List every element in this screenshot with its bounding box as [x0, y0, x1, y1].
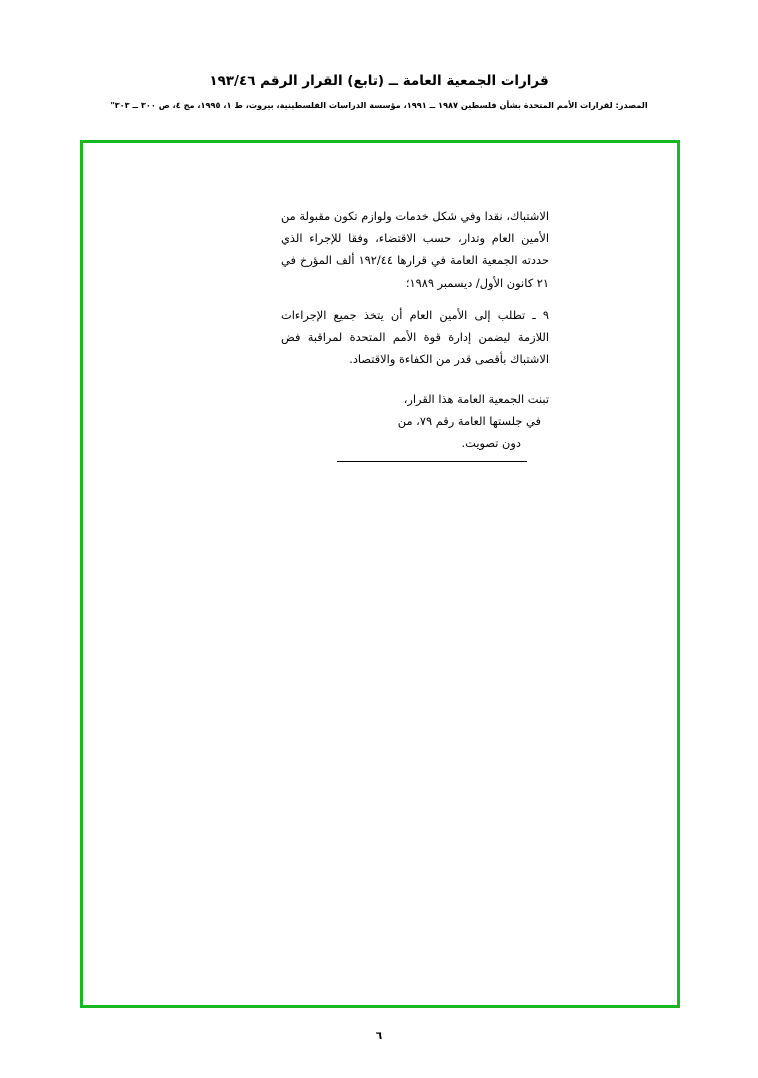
- content-frame: [80, 140, 680, 1008]
- horizontal-divider: [337, 461, 527, 462]
- paragraph-continuation: الاشتباك، نقدا وفي شكل خدمات ولوازم تكون مقبولة من الأمين العام وتدار، حسب الاقتضاء، وفقا للإجراء الذي حددته الجمعية العامة في قرارها ١٩٢/٤٤ ألف المؤرخ في ٢١ كانون الأول/ ديسمبر ١٩٨٩؛: [281, 209, 549, 290]
- closing-line-1: تبنت الجمعية العامة هذا القرار،: [403, 391, 549, 406]
- page-title: قرارات الجمعية العامة ــ (تابع) القرار الرقم ١٩٣/٤٦: [209, 73, 549, 89]
- page-number: ٦: [375, 1030, 383, 1042]
- closing-block: [281, 388, 549, 455]
- source-note: المصدر: لقرارات الأمم المتحدة بشأن فلسطين ١٩٨٧ ــ ١٩٩١، مؤسسة الدراسات الفلسطينية، بيروت، ط ١، ١٩٩٥، مج ٤، ص ٣٠٠ ــ ٣٠٣": [110, 99, 648, 110]
- body-text: [281, 205, 549, 454]
- closing-line-3: دون تصويت.: [461, 436, 521, 451]
- page-header: [0, 72, 758, 111]
- paragraph-9: ٩ ـ تطلب إلى الأمين العام أن يتخذ جميع الإجراءات اللازمة ليضمن إدارة قوة الأمم المتحدة لمراقبة فض الاشتباك بأقصى قدر من الكفاءة والاقتصاد.: [281, 307, 549, 367]
- closing-line-2: في جلستها العامة رقم ٧٩، من: [397, 413, 541, 428]
